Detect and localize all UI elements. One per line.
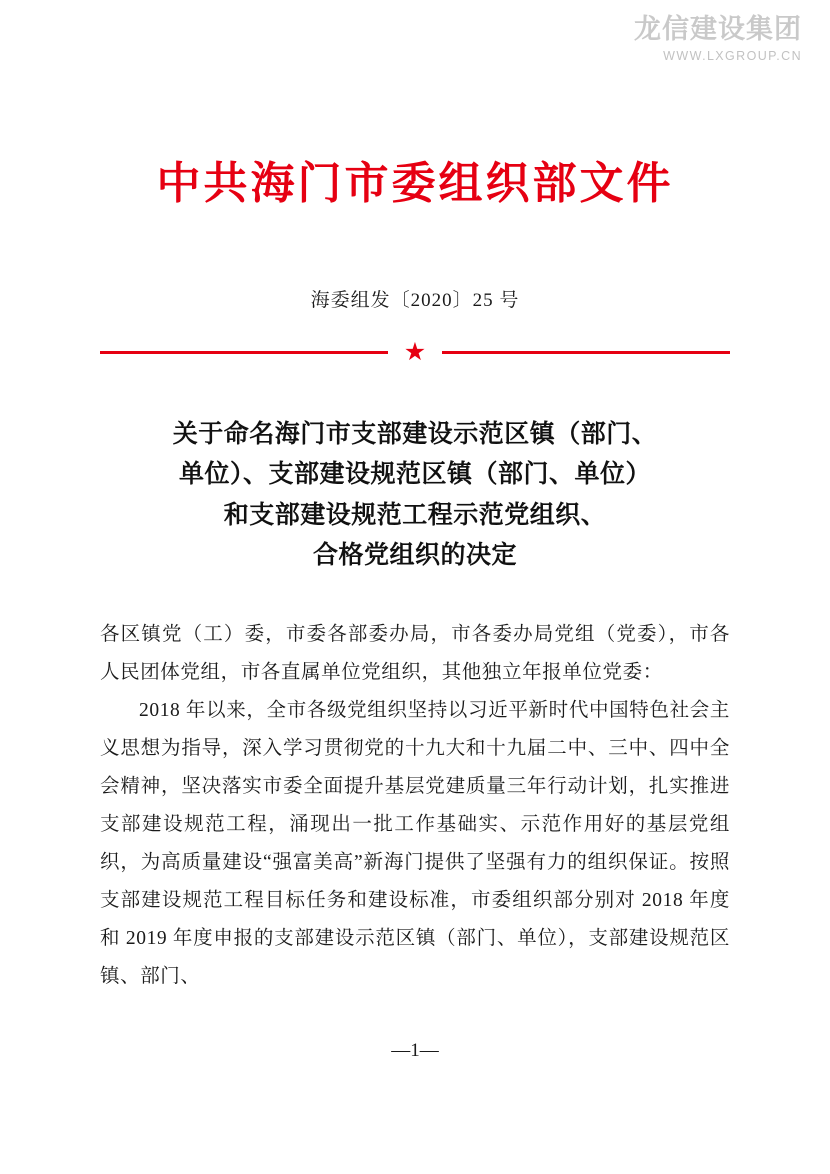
star-icon: ★ <box>403 338 427 366</box>
rule-left-bar <box>100 351 388 355</box>
document-title-line: 合格党组织的决定 <box>312 540 517 570</box>
document-paragraph-addressee: 各区镇党（工）委，市委各部委办局，市各委办局党组（党委），市各人民团体党组，市各直属单位党组织，其他独立年报单位党委： <box>100 623 730 683</box>
red-separator-rule <box>100 338 730 366</box>
document-paragraph-main: 2018 年以来，全市各级党组织坚持以习近平新时代中国特色社会主义思想为指导，深入学习贯彻党的十九大和十九届二中、三中、四中全会精神，坚决落实市委全面提升基层党建质量三年行动计划，扎实推进支部建设规范工程，涌现出一批工作基础实、示范作用好的基层党组织，为高质量建设“强富美高”新海门提供了坚强有力的组织保证。按照支部建设规范工程目标任务和建设标准，市委组织部分别对 2018 年度和 2019 年度申报的支部建设示范区镇（部门、单位），支部建设规范区镇、部门、 <box>100 699 730 987</box>
document-title-line: 关于命名海门市支部建设示范区镇（部门、 <box>172 418 658 448</box>
watermark-brand-text: 龙信建设集团 <box>634 14 802 45</box>
page-number: —1— <box>391 1040 439 1061</box>
document-body <box>100 616 730 996</box>
document-title-line: 和支部建设规范工程示范党组织、 <box>223 499 607 529</box>
document-header-title: 中共海门市委组织部文件 <box>156 158 674 209</box>
document-number: 海委组发〔2020〕25 号 <box>310 289 520 311</box>
document-title <box>100 414 730 576</box>
watermark-url-text: WWW.LXGROUP.CN <box>663 49 802 64</box>
rule-right-bar <box>442 351 730 355</box>
document-title-line: 单位）、支部建设规范区镇（部门、单位） <box>178 459 651 489</box>
